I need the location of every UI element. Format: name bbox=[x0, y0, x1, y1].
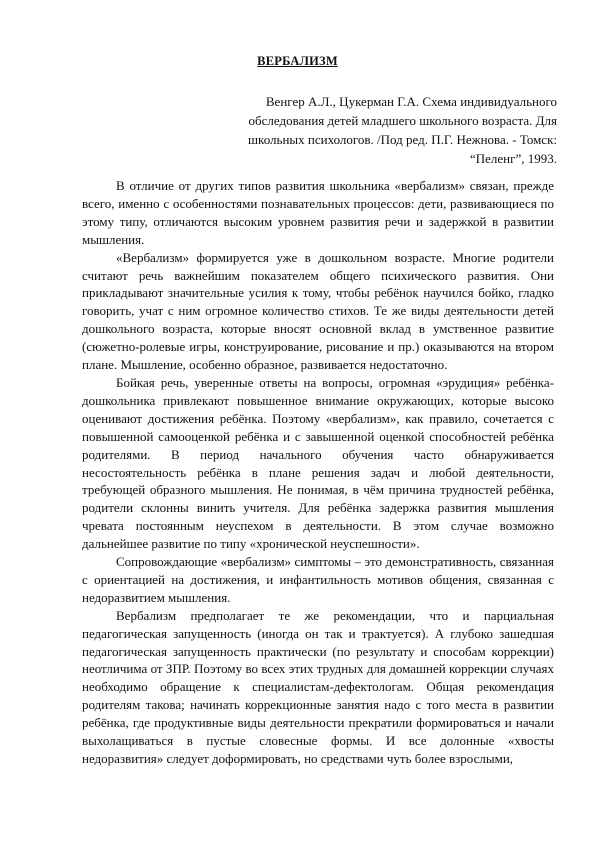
paragraph: Сопровождающие «вербализм» симптомы – это демонстративность, связанная с ориентацией на достижения, и инфантильность мотивов общения, связанная с недоразвитием мышления. bbox=[82, 554, 554, 605]
bibliographic-citation bbox=[197, 92, 557, 168]
document-title: ВЕРБАЛИЗМ bbox=[257, 54, 338, 68]
paragraph: «Вербализм» формируется уже в дошкольном возрасте. Многие родители считают речь важнейшим показателем общего психического развития. Они прикладывают значительные усилия к тому, чтобы ребёнок научился бойко, гладко говорить, учат с ним огромное количество стихов. Те же виды деятельности детей дошкольного возраста, которые вносят основной вклад в умственное развитие (сюжетно-ролевые игры, конструирование, рисование и пр.) оказываются на втором плане. Мышление, особенно образное, развивается недостаточно. bbox=[82, 249, 554, 373]
paragraph: Вербализм предполагает те же рекомендации, что и парциальная педагогическая запущенность (иногда он так и трактуется). А глубоко зашедшая педагогическая запущенность практически (по результату и способам коррекции) неотличима от ЗПР. Поэтому во всех этих трудных для домашней коррекции случаях необходимо обращение к специалистам-дефектологам. Общая рекомендация родителям такова; начинать коррекционные занятия надо с того места в развитии ребёнка, где продуктивные виды деятельности прекратили формироваться и начали выхолащиваться в пустые словесные формы. И все долонные «хвосты недоразвития» следует доформировать, но средствами чуть более взрослыми, bbox=[82, 607, 554, 766]
paragraph: В отличие от других типов развития школьника «вербализм» связан, прежде всего, именно с особенностями познавательных процессов: дети, развивающиеся по этому типу, отличаются высоким уровнем развития речи и задержкой в развитии мышления. bbox=[82, 178, 554, 247]
citation-line: Венгер А.Л., Цукерман Г.А. Схема индивидуального bbox=[265, 94, 557, 109]
citation-line: школьных психологов. /Под ред. П.Г. Нежнова. - Томск: bbox=[248, 132, 557, 147]
paragraph: Бойкая речь, уверенные ответы на вопросы, огромная «эрудиция» ребёнка-дошкольника привлекают повышенное внимание окружающих, которые высоко оценивают достижения ребёнка. Поэтому «вербализм», как правило, сочетается с повышенной самооценкой ребёнка и с завышенной оценкой способностей ребёнка родителями. В период начального обучения часто обнаруживается несостоятельность ребёнка в плане решения задач и любой деятельности, требующей образного мышления. Не понимая, в чём причина трудностей ребёнка, родители склонны винить учителя. Для ребёнка задержка развития мышления чревата постоянным неуспехом в деятельности. В этом случае возможно дальнейшее развитие по типу «хронической неуспешности». bbox=[82, 374, 554, 552]
citation-line: “Пеленг”, 1993. bbox=[470, 151, 557, 166]
document-body bbox=[82, 177, 554, 768]
citation-line: обследования детей младшего школьного возраста. Для bbox=[248, 113, 557, 128]
